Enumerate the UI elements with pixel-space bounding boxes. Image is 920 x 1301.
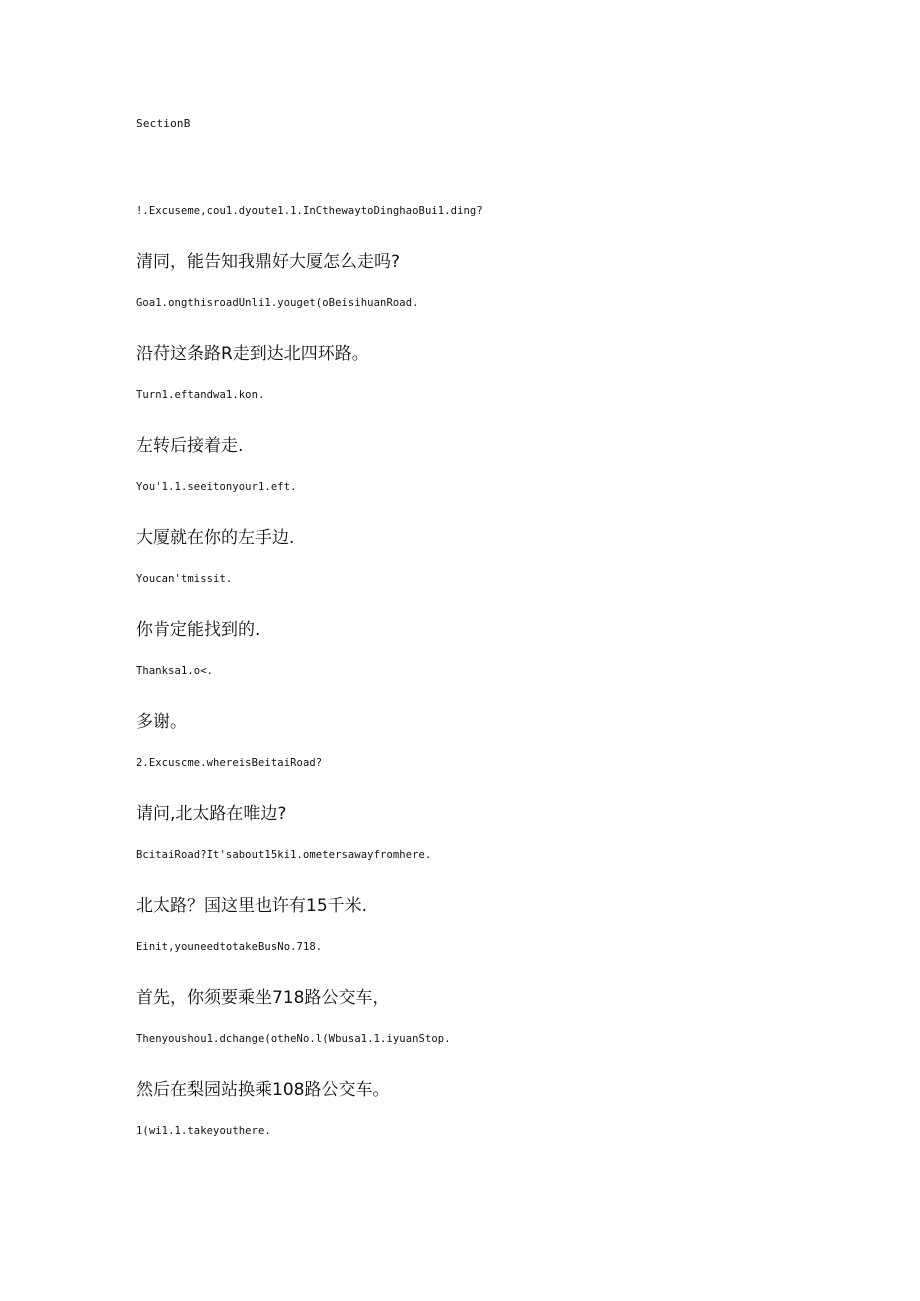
english-sentence-line: Turn1.eftandwa1.kon. [136, 389, 265, 401]
english-sentence-line: Einit,youneedtotakeBusNo.718. [136, 941, 323, 953]
chinese-translation-line: 你肯定能找到的. [136, 620, 261, 640]
section-title: SectionB [136, 117, 191, 130]
english-sentence-line: Thenyoushou1.dchange(otheNo.l(Wbusa1.1.iyuanStop. [136, 1033, 451, 1045]
chinese-translation-line: 多谢。 [136, 712, 187, 732]
chinese-translation-line: 大厦就在你的左手边. [136, 528, 295, 548]
english-sentence-line: !.Excuseme,cou1.dyoute1.1.InCthewaytoDinghaoBui1.ding? [136, 205, 483, 217]
english-sentence-line: You'1.1.seeitonyour1.eft. [136, 481, 297, 493]
english-sentence-line: Goa1.ongthisroadUnli1.youget(oBeisihuanRoad. [136, 297, 419, 309]
chinese-translation-line: 请问,北太路在唯边? [136, 804, 287, 824]
english-sentence-line: Thanksa1.o<. [136, 665, 214, 677]
chinese-translation-line: 然后在梨园站换乘108路公交车。 [136, 1080, 390, 1100]
english-sentence-line: Youcan'tmissit. [136, 573, 233, 585]
chinese-translation-line: 沿苻这条路R走到达北四环路。 [136, 344, 369, 364]
english-sentence-line: BcitaiRoad?It'sabout15ki1.ometersawayfromhere. [136, 849, 432, 861]
english-sentence-line: 1(wi1.1.takeyouthere. [136, 1125, 271, 1137]
chinese-translation-line: 左转后接着走. [136, 436, 244, 456]
chinese-translation-line: 首先，你须要乘坐718路公交车， [136, 988, 390, 1008]
english-sentence-line: 2.Excuscme.whereisBeitaiRoad? [136, 757, 323, 769]
chinese-translation-line: 清同，能告知我鼎好大厦怎么走吗? [136, 252, 401, 272]
chinese-translation-line: 北太路？国这里也许有15千米. [136, 896, 368, 916]
